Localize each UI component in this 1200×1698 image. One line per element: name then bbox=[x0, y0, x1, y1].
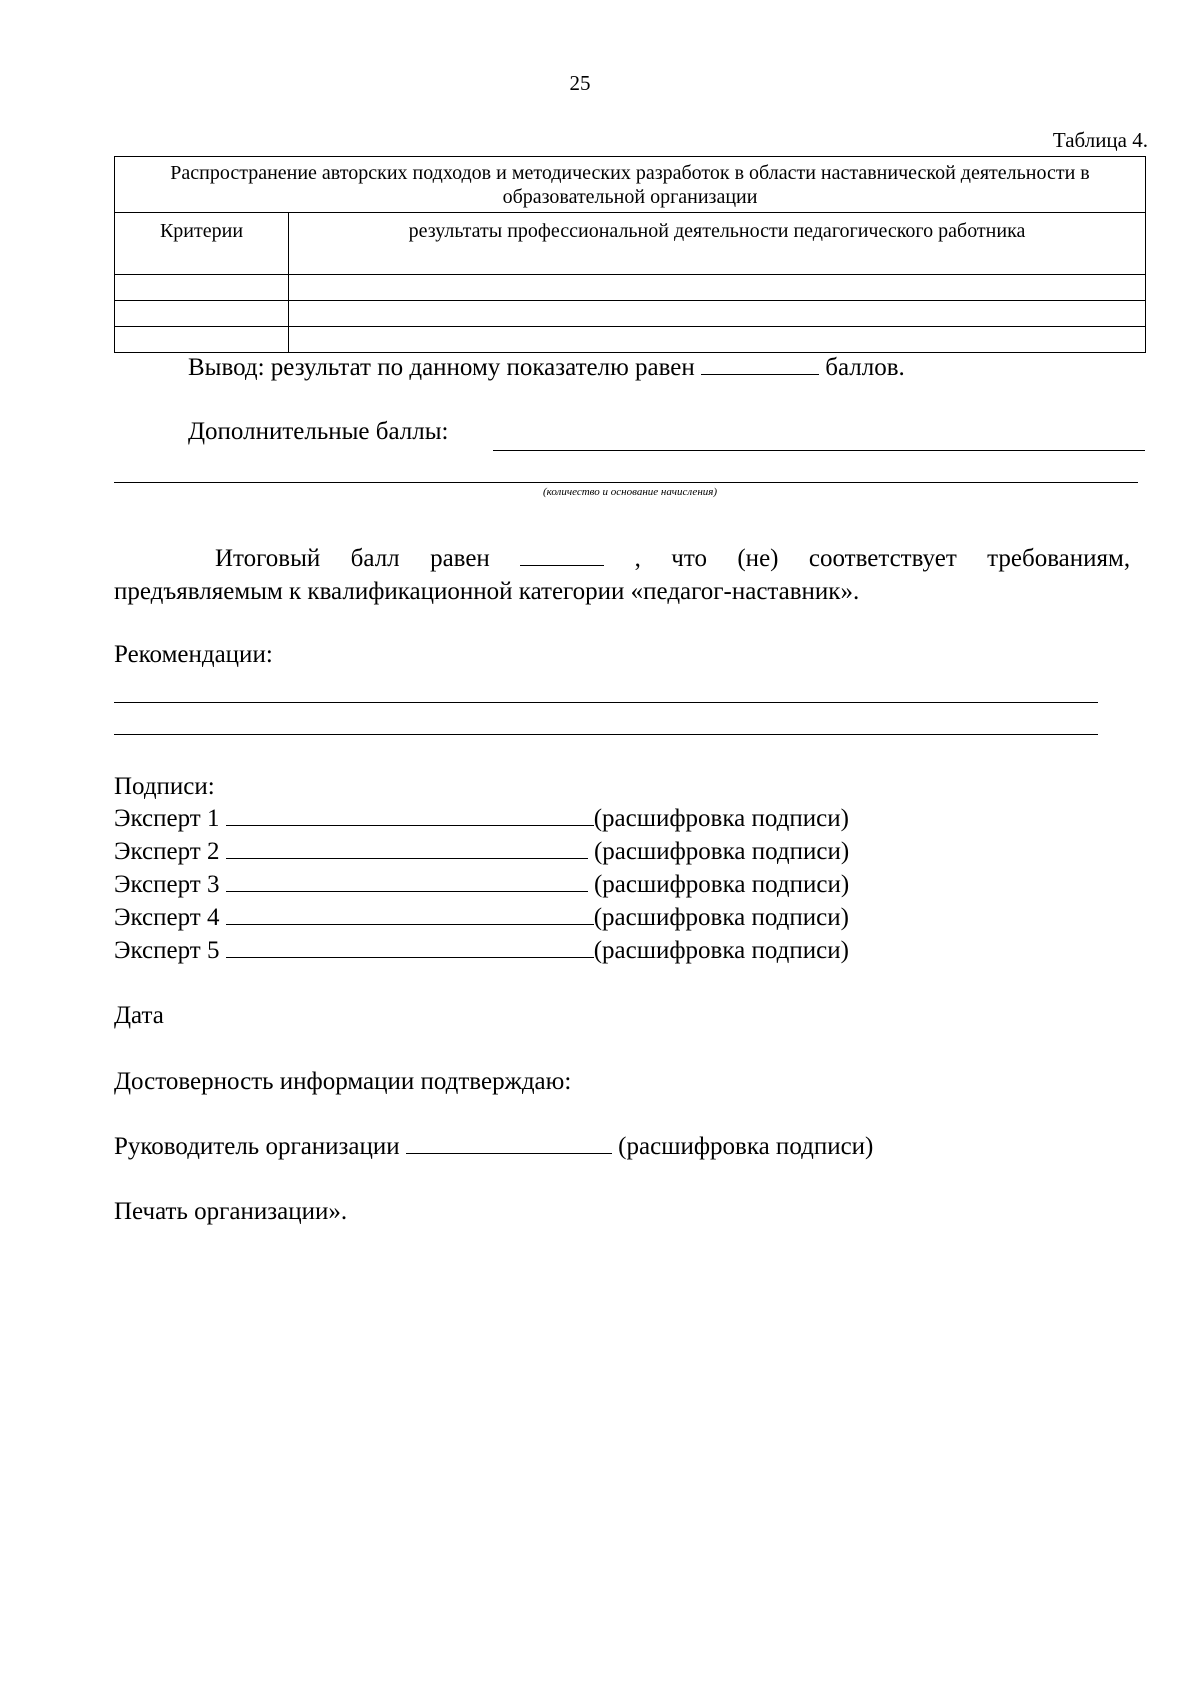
additional-basis-line[interactable] bbox=[114, 482, 1138, 483]
expert-name: Эксперт 3 bbox=[114, 871, 220, 898]
recommendations-line-1[interactable] bbox=[114, 702, 1098, 703]
recommendations-line-2[interactable] bbox=[114, 734, 1098, 735]
table-cell[interactable] bbox=[115, 327, 289, 353]
table-row bbox=[115, 301, 1146, 327]
total-word: требованиям, bbox=[987, 545, 1131, 572]
additional-label: Дополнительные баллы: bbox=[188, 418, 449, 445]
table-row bbox=[115, 327, 1146, 353]
additional-note: (количество и основание начисления) bbox=[542, 486, 718, 498]
table-cell[interactable] bbox=[289, 327, 1146, 353]
total-paragraph bbox=[114, 542, 1130, 608]
total-line2: предъявляемым к квалификационной категории «педагог-наставник». bbox=[114, 578, 860, 605]
conclusion-score-blank[interactable] bbox=[701, 374, 819, 375]
expert-row-2 bbox=[114, 838, 849, 866]
head-note: (расшифровка подписи) bbox=[618, 1133, 874, 1160]
expert-name: Эксперт 4 bbox=[114, 904, 220, 931]
head-label: Руководитель организации bbox=[114, 1133, 400, 1160]
expert-signature-blank[interactable] bbox=[226, 957, 594, 958]
criteria-header: Критерии bbox=[115, 213, 289, 275]
page-number: 25 bbox=[569, 71, 591, 95]
expert-signature-blank[interactable] bbox=[226, 858, 588, 859]
signatures-label: Подписи: bbox=[114, 773, 215, 800]
expert-name: Эксперт 5 bbox=[114, 937, 220, 964]
recommendations-label: Рекомендации: bbox=[114, 641, 273, 668]
additional-blank[interactable] bbox=[493, 450, 1145, 451]
expert-signature-blank[interactable] bbox=[226, 891, 588, 892]
head-signature-blank[interactable] bbox=[406, 1153, 612, 1154]
conclusion-suffix: баллов. bbox=[825, 354, 905, 381]
expert-note: (расшифровка подписи) bbox=[593, 904, 849, 931]
expert-row-1 bbox=[114, 805, 849, 833]
expert-row-4 bbox=[114, 904, 849, 932]
total-score-blank[interactable] bbox=[520, 565, 604, 566]
table-row bbox=[115, 275, 1146, 301]
total-word: , bbox=[634, 545, 641, 572]
expert-row-3 bbox=[114, 871, 849, 899]
total-word: что bbox=[671, 545, 707, 572]
expert-name: Эксперт 1 bbox=[114, 805, 220, 832]
total-word: Итоговый bbox=[215, 545, 321, 572]
expert-note: (расшифровка подписи) bbox=[593, 805, 849, 832]
table-caption: Таблица 4. bbox=[1052, 128, 1148, 152]
date-label: Дата bbox=[114, 1002, 164, 1029]
criteria-table bbox=[114, 156, 1146, 353]
expert-row-5 bbox=[114, 937, 849, 965]
results-header: результаты профессиональной деятельности педагогического работника bbox=[289, 213, 1146, 275]
table-cell[interactable] bbox=[289, 301, 1146, 327]
stamp-label: Печать организации». bbox=[114, 1198, 348, 1225]
total-word: (не) bbox=[737, 545, 779, 572]
total-line1 bbox=[114, 542, 1130, 575]
conclusion-line bbox=[188, 354, 905, 382]
table-cell[interactable] bbox=[115, 301, 289, 327]
table-cell[interactable] bbox=[289, 275, 1146, 301]
conclusion-prefix: Вывод: результат по данному показателю равен bbox=[188, 354, 695, 381]
expert-note: (расшифровка подписи) bbox=[593, 871, 850, 898]
total-word: равен bbox=[430, 545, 490, 572]
expert-signature-blank[interactable] bbox=[226, 924, 594, 925]
table-cell[interactable] bbox=[115, 275, 289, 301]
expert-signature-blank[interactable] bbox=[226, 825, 594, 826]
expert-note: (расшифровка подписи) bbox=[593, 937, 849, 964]
total-word: балл bbox=[350, 545, 400, 572]
expert-name: Эксперт 2 bbox=[114, 838, 220, 865]
total-word: соответствует bbox=[808, 545, 957, 572]
table-title: Распространение авторских подходов и методических разработок в области наставнической деятельности в образовательной организации bbox=[115, 157, 1146, 213]
head-row bbox=[114, 1133, 873, 1161]
expert-note: (расшифровка подписи) bbox=[593, 838, 850, 865]
confirm-label: Достоверность информации подтверждаю: bbox=[114, 1068, 572, 1095]
